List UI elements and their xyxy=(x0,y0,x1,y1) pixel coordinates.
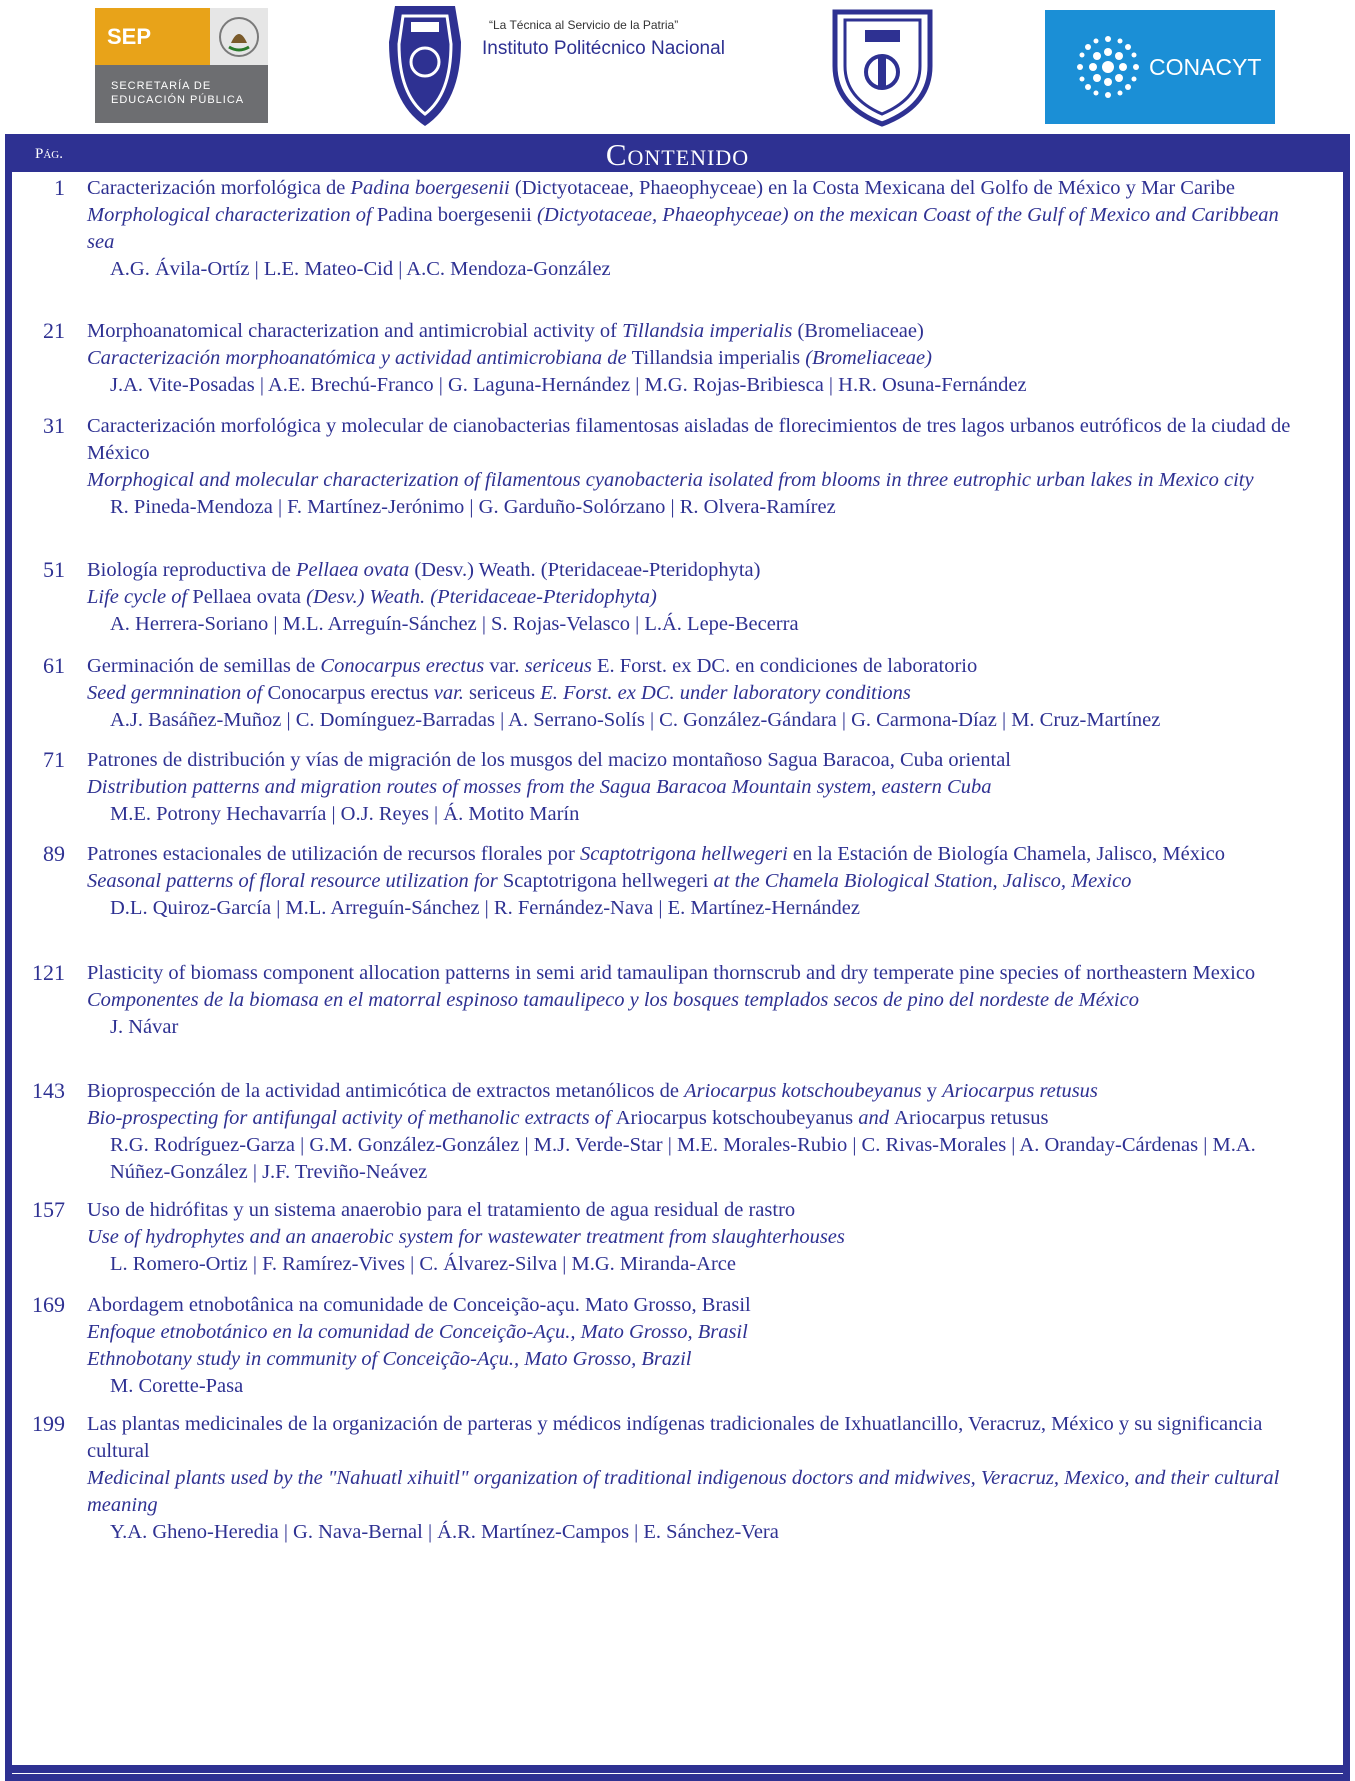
entry-page-number: 71 xyxy=(43,747,65,772)
entry-translated-taxon: Tillandsia imperialis xyxy=(631,347,801,369)
entry-body xyxy=(87,960,1297,1041)
entry-translated-text: (Bromeliaceae) xyxy=(800,347,932,369)
entry-body xyxy=(87,413,1297,521)
entry-translated-text: Seasonal patterns of floral resource utilization for xyxy=(87,870,503,892)
entry-translated-taxon: Padina boergesenii xyxy=(376,204,532,226)
page-column-label: Pág. xyxy=(35,146,63,162)
entry-translated-text: Caracterización morphoanatómica y actividad antimicrobiana de xyxy=(87,347,632,369)
ipn-motto: “La Técnica al Servicio de la Patria” xyxy=(489,18,679,32)
mexico-eagle-icon xyxy=(210,8,268,65)
sep-line1: SECRETARÍA DE xyxy=(111,80,212,92)
entry-translated-title xyxy=(87,868,1297,895)
entry-translated-title xyxy=(87,1319,1297,1346)
entry-authors: A. Herrera-Soriano | M.L. Arreguín-Sánchez | S. Rojas-Velasco | L.Á. Lepe-Becerra xyxy=(110,613,799,635)
conacyt-logo xyxy=(1045,10,1275,124)
entry-title-text: Germinación de semillas de xyxy=(87,655,321,677)
entry-translated-title xyxy=(87,345,1297,372)
entry-title xyxy=(87,1078,1297,1105)
entry-translated-text: E. Forst. ex DC. under laboratory conditions xyxy=(535,682,911,704)
entry-translated-text: var. xyxy=(428,682,470,704)
entry-translated-title xyxy=(87,987,1297,1014)
entry-title-text: Caracterización morfológica y molecular de cianobacterias filamentosas aisladas de florecimientos de tres lagos urbanos eutróficos de la ciudad de México xyxy=(87,415,1291,464)
entry-translated-title xyxy=(87,467,1297,494)
entry-authors: R. Pineda-Mendoza | F. Martínez-Jerónimo | G. Garduño-Solórzano | R. Olvera-Ramírez xyxy=(110,496,836,518)
entry-title-text: Patrones estacionales de utilización de recursos florales por xyxy=(87,843,580,865)
entry-translated-title xyxy=(87,202,1297,256)
entry-page-number: 1 xyxy=(54,175,65,200)
entry-title-text: Abordagem etnobotânica na comunidade de Conceição-açu. Mato Grosso, Brasil xyxy=(87,1294,751,1316)
entry-authors: A.J. Basáñez-Muñoz | C. Domínguez-Barradas | A. Serrano-Solís | C. González-Gándara | G. Carmona-Díaz | M. Cruz-Martínez xyxy=(110,709,1161,731)
ipn-logo xyxy=(385,2,465,130)
entry-translated-text: Morphological characterization of xyxy=(87,204,377,226)
entry-translated-text: Medicinal plants used by the "Nahuatl xihuitl" organization of traditional indigenous doctors and midwives, Veracruz, Mexico, and their cultural meaning xyxy=(87,1467,1280,1516)
entry-translated-text: Distribution patterns and migration routes of mosses from the Sagua Baracoa Mountain system, eastern Cuba xyxy=(87,776,992,798)
entry-title-text: en la Estación de Biología Chamela, Jalisco, México xyxy=(787,843,1226,865)
entry-translated-text: Seed germnination of xyxy=(87,682,268,704)
entry-title-taxon: Ariocarpus kotschoubeyanus xyxy=(684,1080,922,1102)
entry-authors: J. Návar xyxy=(110,1016,179,1038)
entry-translated-text: (Desv.) Weath. (Pteridaceae-Pteridophyta) xyxy=(301,586,657,608)
entry-translated-title xyxy=(87,1105,1297,1132)
entry-body xyxy=(87,1411,1297,1546)
entry-translated-text: Enfoque etnobotánico en la comunidad de Conceição-Açu., Mato Grosso, Brasil xyxy=(87,1321,748,1343)
entry-body xyxy=(87,747,1297,828)
ipn-wordmark xyxy=(482,18,725,60)
entry-title-text: Bioprospección de la actividad antimicótica de extractos metanólicos de xyxy=(87,1080,685,1102)
entry-title-text: Patrones de distribución y vías de migración de los musgos del macizo montañoso Sagua Baracoa, Cuba oriental xyxy=(87,749,1011,771)
entry-authors: M.E. Potrony Hechavarría | O.J. Reyes | Á. Motito Marín xyxy=(110,803,580,825)
entry-page-number: 121 xyxy=(32,960,65,985)
entry-body xyxy=(87,653,1297,734)
entry-title xyxy=(87,1197,1297,1224)
entry-title-text: Morphoanatomical characterization and antimicrobial activity of xyxy=(87,320,623,342)
header-logos xyxy=(0,0,1355,132)
entry-title-taxon: Padina boergesenii xyxy=(350,177,510,199)
entry-page-number: 199 xyxy=(32,1411,65,1436)
sep-line2: EDUCACIÓN PÚBLICA xyxy=(111,94,245,106)
entry-translated-taxon: Pellaea ovata xyxy=(192,586,302,608)
entry-page-number: 157 xyxy=(32,1197,65,1222)
entry-translated-2-text: Ethnobotany study in community of Conceição-Açu., Mato Grosso, Brazil xyxy=(87,1348,692,1370)
entry-translated-title xyxy=(87,774,1297,801)
entry-translated-title xyxy=(87,1465,1297,1519)
sep-abbr: SEP xyxy=(95,8,210,65)
entry-page-number: 21 xyxy=(43,318,65,343)
entry-translated-text: (Dictyotaceae, Phaeophyceae) on the mexican Coast of the Gulf of Mexico and Caribbean sea xyxy=(87,204,1279,253)
entry-translated-text: Componentes de la biomasa en el matorral espinoso tamaulipeco y los bosques templados secos de pino del nordeste de México xyxy=(87,989,1139,1011)
entry-body xyxy=(87,557,1297,638)
contents-title-bar xyxy=(5,134,1350,172)
entry-translated-text: Bio-prospecting for antifungal activity of methanolic extracts of xyxy=(87,1107,616,1129)
entry-translated-text: and xyxy=(853,1107,895,1129)
entry-title-text: (Desv.) Weath. (Pteridaceae-Pteridophyta) xyxy=(409,559,761,581)
entry-body xyxy=(87,175,1297,283)
entry-translated-text: Morphogical and molecular characterization of filamentous cyanobacteria isolated from blooms in three eutrophic urban lakes in Mexico city xyxy=(87,469,1254,491)
entry-title xyxy=(87,413,1297,467)
entry-title-text: E. Forst. ex DC. en condiciones de laboratorio xyxy=(591,655,978,677)
entry-page-number: 51 xyxy=(43,557,65,582)
entry-page-number: 31 xyxy=(43,413,65,438)
entry-title-taxon: Conocarpus erectus xyxy=(320,655,485,677)
entry-title-text: Caracterización morfológica de xyxy=(87,177,351,199)
entry-title xyxy=(87,747,1297,774)
entry-translated-title xyxy=(87,1224,1297,1251)
conacyt-name: CONACYT xyxy=(1149,53,1262,80)
entry-translated-taxon: Ariocarpus retusus xyxy=(894,1107,1049,1129)
entry-body xyxy=(87,1078,1297,1186)
entry-title-taxon: Ariocarpus retusus xyxy=(942,1080,1098,1102)
entry-translated-text: Life cycle of xyxy=(87,586,193,608)
entry-title xyxy=(87,175,1297,202)
entry-translated-title xyxy=(87,680,1297,707)
entry-translated-taxon: sericeus xyxy=(469,682,536,704)
entry-title xyxy=(87,1292,1297,1319)
entry-translated-title-2 xyxy=(87,1346,1297,1373)
entry-title xyxy=(87,653,1297,680)
entry-title xyxy=(87,318,1297,345)
entry-authors: M. Corette-Pasa xyxy=(110,1375,244,1397)
entry-translated-taxon: Scaptotrigona hellwegeri xyxy=(502,870,709,892)
entry-translated-taxon: Ariocarpus kotschoubeyanus xyxy=(615,1107,854,1129)
entry-title-text: Uso de hidrófitas y un sistema anaerobio para el tratamiento de agua residual de rastro xyxy=(87,1199,796,1221)
entry-title-text: Las plantas medicinales de la organización de parteras y médicos indígenas tradicionales de Ixhuatlancillo, Veracruz, México y su significancia cultural xyxy=(87,1413,1263,1462)
entry-title-taxon: Tillandsia imperialis xyxy=(622,320,793,342)
entry-title xyxy=(87,1411,1297,1465)
entry-page-number: 89 xyxy=(43,841,65,866)
entry-body xyxy=(87,1292,1297,1400)
entry-authors: D.L. Quiroz-García | M.L. Arreguín-Sánchez | R. Fernández-Nava | E. Martínez-Hernández xyxy=(110,897,861,919)
entry-title xyxy=(87,960,1297,987)
entry-authors: R.G. Rodríguez-Garza | G.M. González-González | M.J. Verde-Star | M.E. Morales-Rubio | C. Rivas-Morales | A. Oranday-Cárdenas | M.A. Núñez-González | J.F. Treviño-Neávez xyxy=(110,1134,1256,1183)
contents-title: Contenido xyxy=(605,137,750,172)
entry-title-text: var. xyxy=(484,655,525,677)
entry-title-text: Plasticity of biomass component allocation patterns in semi arid tamaulipan thornscrub and dry temperate pine species of northeastern Mexico xyxy=(87,962,1256,984)
entry-title-taxon: Pellaea ovata xyxy=(295,559,410,581)
entry-translated-title xyxy=(87,584,1297,611)
encb-shield-logo xyxy=(829,6,936,128)
entry-title-text: (Dictyotaceae, Phaeophyceae) en la Costa Mexicana del Golfo de México y Mar Caribe xyxy=(509,177,1235,199)
entry-authors: L. Romero-Ortiz | F. Ramírez-Vives | C. Álvarez-Silva | M.G. Miranda-Arce xyxy=(110,1253,736,1275)
entry-body xyxy=(87,841,1297,922)
entry-authors: Y.A. Gheno-Heredia | G. Nava-Bernal | Á.R. Martínez-Campos | E. Sánchez-Vera xyxy=(110,1521,779,1543)
entry-translated-taxon: Conocarpus erectus xyxy=(267,682,429,704)
entry-title-text: Biología reproductiva de xyxy=(87,559,296,581)
entry-authors: A.G. Ávila-Ortíz | L.E. Mateo-Cid | A.C. Mendoza-González xyxy=(110,258,611,280)
bottom-rule xyxy=(5,1765,1350,1773)
entry-page-number: 143 xyxy=(32,1078,65,1103)
entry-page-number: 169 xyxy=(32,1292,65,1317)
entry-authors: J.A. Vite-Posadas | A.E. Brechú-Franco | G. Laguna-Hernández | M.G. Rojas-Bribiesca | H.R. Osuna-Fernández xyxy=(110,374,1027,396)
entry-title-taxon: sericeus xyxy=(524,655,592,677)
conacyt-dots-icon xyxy=(1073,32,1143,102)
entry-title xyxy=(87,841,1297,868)
entry-title-text: (Bromeliaceae) xyxy=(792,320,924,342)
entry-body xyxy=(87,318,1297,399)
entry-title xyxy=(87,557,1297,584)
entry-translated-text: Use of hydrophytes and an anaerobic system for wastewater treatment from slaughterhouses xyxy=(87,1226,845,1248)
entry-title-text: y xyxy=(921,1080,943,1102)
ipn-name: Instituto Politécnico Nacional xyxy=(482,38,725,59)
entry-translated-text: at the Chamela Biological Station, Jalisco, Mexico xyxy=(708,870,1132,892)
entry-title-taxon: Scaptotrigona hellwegeri xyxy=(579,843,788,865)
entry-body xyxy=(87,1197,1297,1278)
entry-page-number: 61 xyxy=(43,653,65,678)
sep-logo xyxy=(95,8,268,123)
